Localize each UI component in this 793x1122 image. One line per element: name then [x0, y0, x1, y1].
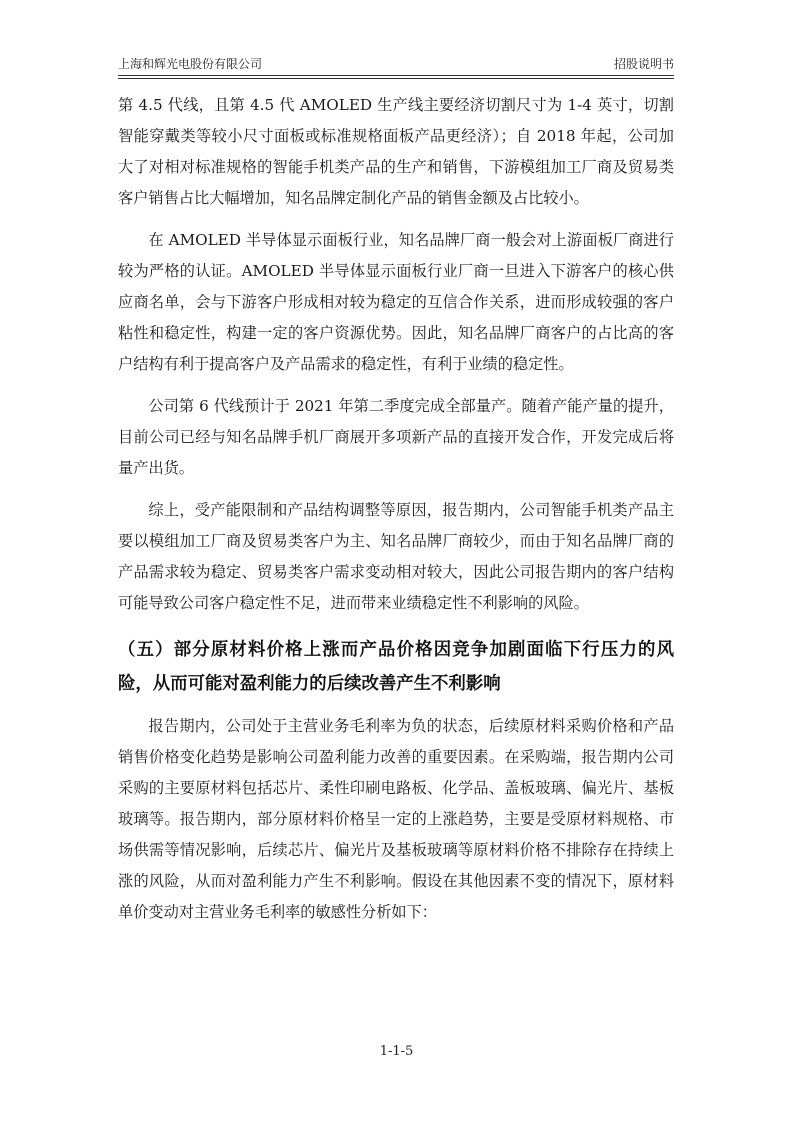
paragraph-production-line: 第 4.5 代线，且第 4.5 代 AMOLED 生产线主要经济切割尺寸为 1-4 英寸，切割智能穿戴类等较小尺寸面板或标准规格面板产品更经济）；自 2018 年起，公司加大了对相对标准规格的智能手机类产品的生产和销售，下游模组加工厂商及贸易类客户销售占比大幅增加，知名品牌定制化产品的销售金额及占比较小。	[118, 96, 674, 207]
header-divider	[118, 75, 674, 76]
page-body	[118, 90, 674, 928]
paragraph-certification: 在 AMOLED 半导体显示面板行业，知名品牌厂商一般会对上游面板厂商进行较为严格的认证。AMOLED 半导体显示面板行业厂商一旦进入下游客户的核心供应商名单，会与下游客户形成相对较为稳定的互信合作关系，进而形成较强的客户粘性和稳定性，构建一定的客户资源优势。因此，知名品牌厂商客户的占比高的客户结构有利于提高客户及产品需求的稳定性，有利于业绩的稳定性。	[118, 231, 674, 373]
header-document-type: 招股说明书	[613, 57, 674, 71]
paragraph-gen6-line: 公司第 6 代线预计于 2021 年第二季度完成全部量产。随着产能产量的提升，目前公司已经与知名品牌手机厂商展开多项新产品的直接开发合作，开发完成后将量产出货。	[118, 397, 674, 477]
paragraph-raw-material-prices: 报告期内，公司处于主营业务毛利率为负的状态，后续原材料采购价格和产品销售价格变化趋势是影响公司盈利能力改善的重要因素。在采购端，报告期内公司采购的主要原材料包括芯片、柔性印刷电路板、化学品、盖板玻璃、偏光片、基板玻璃等。报告期内，部分原材料价格呈一定的上涨趋势，主要是受原材料规格、市场供需等情况影响，后续芯片、偏光片及基板玻璃等原材料价格不排除存在持续上涨的风险，从而对盈利能力产生不利影响。假设在其他因素不变的情况下，原材料单价变动对主营业务毛利率的敏感性分析如下：	[118, 717, 674, 921]
header-divider-second	[118, 78, 674, 79]
header-company-name: 上海和辉光电股份有限公司	[118, 57, 263, 71]
section-heading-raw-material-risk: （五）部分原材料价格上涨而产品价格因竞争加剧面临下行压力的风险，从而可能对盈利能力的后续改善产生不利影响	[118, 640, 674, 694]
page-number: 1-1-5	[379, 1044, 414, 1059]
page-header	[118, 54, 674, 74]
paragraph-summary: 综上，受产能限制和产品结构调整等原因，报告期内，公司智能手机类产品主要以模组加工厂商及贸易类客户为主、知名品牌厂商较少，而由于知名品牌厂商的产品需求较为稳定、贸易类客户需求变动相对较大，因此公司报告期内的客户结构可能导致公司客户稳定性不足，进而带来业绩稳定性不利影响的风险。	[118, 501, 674, 612]
